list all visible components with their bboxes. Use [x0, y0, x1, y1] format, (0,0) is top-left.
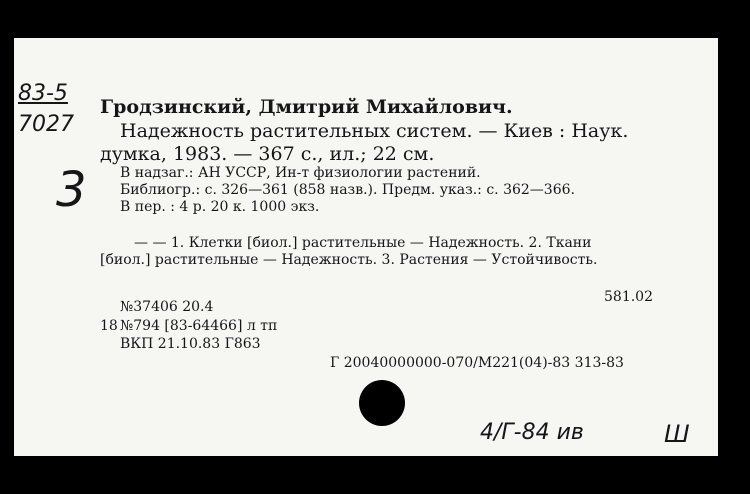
vkp-line: ВКП 21.10.83 Г863 [120, 336, 261, 352]
number-line-2: №794 [83-64466] л тп [120, 318, 278, 334]
title-line-2: думка, 1983. — 367 с., ил.; 22 см. [100, 143, 435, 165]
number-line-1: №37406 20.4 [120, 299, 214, 315]
note-bibliography: Библиогр.: с. 326—361 (858 назв.). Предм. указ.: с. 362—366. [120, 182, 575, 198]
handwritten-initial: Ш [664, 420, 690, 448]
call-number-bottom: 7027 [18, 112, 74, 137]
handwritten-date-note: 4/Г-84 ив [480, 420, 584, 445]
call-number-top: 83-5 [18, 81, 68, 106]
title-line-1: Надежность растительных систем. — Киев : Наук. [120, 120, 629, 142]
punch-hole [359, 380, 405, 426]
note-price: В пер. : 4 р. 20 к. 1000 экз. [120, 199, 320, 215]
catalog-card [14, 38, 718, 456]
subjects-line-2: [биол.] растительные — Надежность. 3. Растения — Устойчивость. [100, 252, 598, 268]
handwritten-mark: 3 [56, 162, 87, 218]
udc-number: 581.02 [604, 289, 653, 305]
subjects-line-1: — — 1. Клетки [биол.] растительные — Надежность. 2. Ткани [134, 235, 592, 251]
classification-code: Г 20040000000-070/М221(04)-83 313-83 [330, 355, 624, 371]
number-line-2-prefix: 18 [100, 318, 118, 334]
note-sponsor: В надзаг.: АН УССР, Ин-т физиологии растений. [120, 165, 481, 181]
author-heading: Гродзинский, Дмитрий Михайлович. [100, 96, 513, 118]
